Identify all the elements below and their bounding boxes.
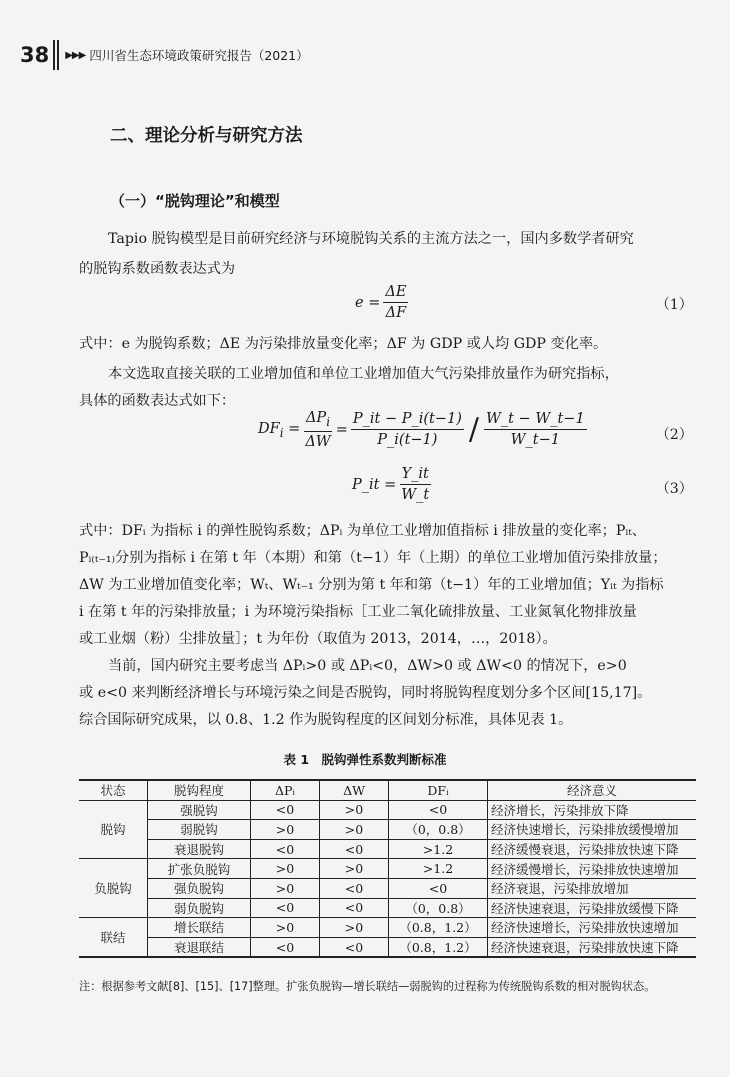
table-row — [79, 839, 696, 859]
table-cell: 经济增长，污染排放下降 — [488, 800, 697, 820]
table-cell: <0 — [251, 839, 320, 859]
eq1-lhs: e = — [355, 294, 381, 311]
table-cell: 经济衰退，污染排放增加 — [488, 878, 697, 898]
def2-line2: Pᵢ₍ₜ₋₁₎分别为指标 i 在第 t 年（本期）和第（t−1）年（上期）的单位工业增加值污染排放量； — [79, 550, 667, 566]
table-cell: <0 — [251, 898, 320, 918]
table-cell: 增长联结 — [148, 918, 251, 938]
equation-3 — [352, 466, 434, 503]
def2-line3: ΔW 为工业增加值变化率；Wₜ、Wₜ₋₁ 分别为第 t 年和第（t−1）年的工业增加值；Yᵢₜ 为指标 — [79, 577, 664, 593]
table-row — [79, 878, 696, 898]
para2-line1: 本文选取直接关联的工业增加值和单位工业增加值大气污染排放量作为研究指标， — [108, 366, 619, 382]
eq2-lhs: $DF_i$ = — [258, 420, 301, 440]
table-cell: >0 — [251, 859, 320, 879]
equation-1 — [355, 284, 411, 321]
def2-line4: i 在第 t 年的污染排放量；i 为环境污染指标［工业二氧化硫排放量、工业氮氧化物排放量 — [79, 604, 637, 620]
eq1-numerator: ΔE — [383, 284, 408, 303]
table-cell: <0 — [320, 878, 389, 898]
table-cell: <0 — [251, 800, 320, 820]
eq2-frac1-den: ΔW — [305, 433, 331, 450]
table-cell: （0.8，1.2） — [389, 937, 488, 957]
header-meaning: 经济意义 — [488, 780, 697, 800]
eq1-number: （1） — [655, 297, 693, 313]
table-row — [79, 820, 696, 840]
table-cell: （0.8，1.2） — [389, 918, 488, 938]
table-row — [79, 800, 696, 820]
table-cell: 经济快速衰退，污染排放快速下降 — [488, 937, 697, 957]
eq2-frac1-num: $\Delta P_i$ — [304, 410, 332, 432]
subsection-title: （一）“脱钩理论”和模型 — [110, 192, 280, 210]
page-number: 38 — [20, 43, 50, 67]
table-note: 注：根据参考文献[8]、[15]、[17]整理。扩张负脱钩—增长联结—弱脱钩的过程称为传统脱钩系数的相对脱钩状态。 — [79, 980, 656, 993]
table-header-row — [79, 780, 696, 800]
header-state: 状态 — [79, 780, 148, 800]
decoupling-table — [79, 779, 696, 958]
table-cell: >0 — [320, 820, 389, 840]
header-bars — [53, 40, 59, 70]
table-row — [79, 859, 696, 879]
eq3-lhs: P_it = — [352, 476, 397, 493]
table-cell: 衰退联结 — [148, 937, 251, 957]
eq2-number: （2） — [655, 427, 693, 443]
state-cell: 脱钩 — [79, 800, 148, 859]
table-cell: <0 — [320, 839, 389, 859]
state-cell: 负脱钩 — [79, 859, 148, 918]
table-cell: <0 — [251, 937, 320, 957]
para1-line2: 的脱钩系数函数表达式为 — [79, 261, 236, 277]
running-header — [20, 40, 309, 70]
table-cell: >0 — [251, 918, 320, 938]
definition-1: 式中：e 为脱钩系数；ΔE 为污染排放量变化率；ΔF 为 GDP 或人均 GDP 变化率。 — [79, 336, 608, 352]
table-cell: 扩张负脱钩 — [148, 859, 251, 879]
table-cell: >1.2 — [389, 839, 488, 859]
table-cell: （0，0.8） — [389, 898, 488, 918]
table-cell: <0 — [389, 800, 488, 820]
eq3-number: （3） — [655, 481, 693, 497]
table-cell: >0 — [251, 878, 320, 898]
table-cell: <0 — [389, 878, 488, 898]
eq2-frac2-num: P_it − P_i(t−1) — [351, 411, 464, 430]
eq2-frac2-den: P_i(t−1) — [377, 432, 438, 449]
table-cell: 弱负脱钩 — [148, 898, 251, 918]
table-cell: >0 — [320, 859, 389, 879]
eq3-denominator: W_t — [401, 487, 430, 503]
eq3-numerator: Y_it — [400, 466, 431, 485]
table-cell: >0 — [320, 800, 389, 820]
table-cell: >0 — [320, 918, 389, 938]
header-delta-w: ΔW — [320, 780, 389, 800]
table-cell: 衰退脱钩 — [148, 839, 251, 859]
table-caption: 表 1 脱钩弹性系数判断标准 — [283, 752, 447, 767]
state-cell: 联结 — [79, 918, 148, 958]
def2-line5: 或工业烟（粉）尘排放量］；t 为年份（取值为 2013，2014，…，2018）。 — [79, 631, 557, 647]
table-cell: <0 — [320, 937, 389, 957]
table-cell: >1.2 — [389, 859, 488, 879]
table-cell: 经济快速增长，污染排放缓慢增加 — [488, 820, 697, 840]
para2-line2: 具体的函数表达式如下： — [79, 393, 236, 409]
table-cell: >0 — [251, 820, 320, 840]
header-degree: 脱钩程度 — [148, 780, 251, 800]
header-df: DFᵢ — [389, 780, 488, 800]
table-row — [79, 937, 696, 957]
table-row — [79, 918, 696, 938]
eq1-denominator: ΔF — [385, 305, 407, 321]
eq2-frac3-num: W_t − W_t−1 — [484, 411, 587, 430]
equation-2: $DF_i$ = $\frac{\Delta P_i}{\Delta W}$ = $\frac{P\_it - P\_i(t-1)}{P\_i(t-1)}$ / $\frac{W\_t - W\_t-1}{W\_t-1}$ — [258, 410, 585, 450]
para1-line1: Tapio 脱钩模型是目前研究经济与环境脱钩关系的主流方法之一，国内多数学者研究 — [108, 231, 634, 247]
def2-line1: 式中：DFᵢ 为指标 i 的弹性脱钩系数；ΔPᵢ 为单位工业增加值指标 i 排放量的变化率；Pᵢₜ、 — [79, 523, 646, 539]
eq2-frac3-den: W_t−1 — [510, 432, 560, 449]
para3-line1: 当前，国内研究主要考虑当 ΔPᵢ>0 或 ΔPᵢ<0，ΔW>0 或 ΔW<0 的情况下，e>0 — [108, 658, 627, 674]
table-cell: 经济缓慢增长，污染排放快速增加 — [488, 859, 697, 879]
table-cell: 强脱钩 — [148, 800, 251, 820]
header-arrows: ▶▶▶ — [65, 49, 86, 61]
header-delta-p: ΔPᵢ — [251, 780, 320, 800]
table-cell: 经济快速衰退，污染排放缓慢下降 — [488, 898, 697, 918]
table-cell: （0，0.8） — [389, 820, 488, 840]
table-cell: 经济缓慢衰退，污染排放快速下降 — [488, 839, 697, 859]
table-row — [79, 898, 696, 918]
table-cell: 经济快速增长，污染排放快速增加 — [488, 918, 697, 938]
table-cell: 强负脱钩 — [148, 878, 251, 898]
table-cell: 弱脱钩 — [148, 820, 251, 840]
header-title: 四川省生态环境政策研究报告（2021） — [89, 48, 309, 63]
para3-line2: 或 e<0 来判断经济增长与环境污染之间是否脱钩，同时将脱钩程度划分多个区间[15,17]。 — [79, 685, 652, 701]
table-cell: <0 — [320, 898, 389, 918]
para3-line3: 综合国际研究成果，以 0.8、1.2 作为脱钩程度的区间划分标准，具体见表 1。 — [79, 712, 573, 728]
section-title: 二、理论分析与研究方法 — [110, 126, 303, 146]
